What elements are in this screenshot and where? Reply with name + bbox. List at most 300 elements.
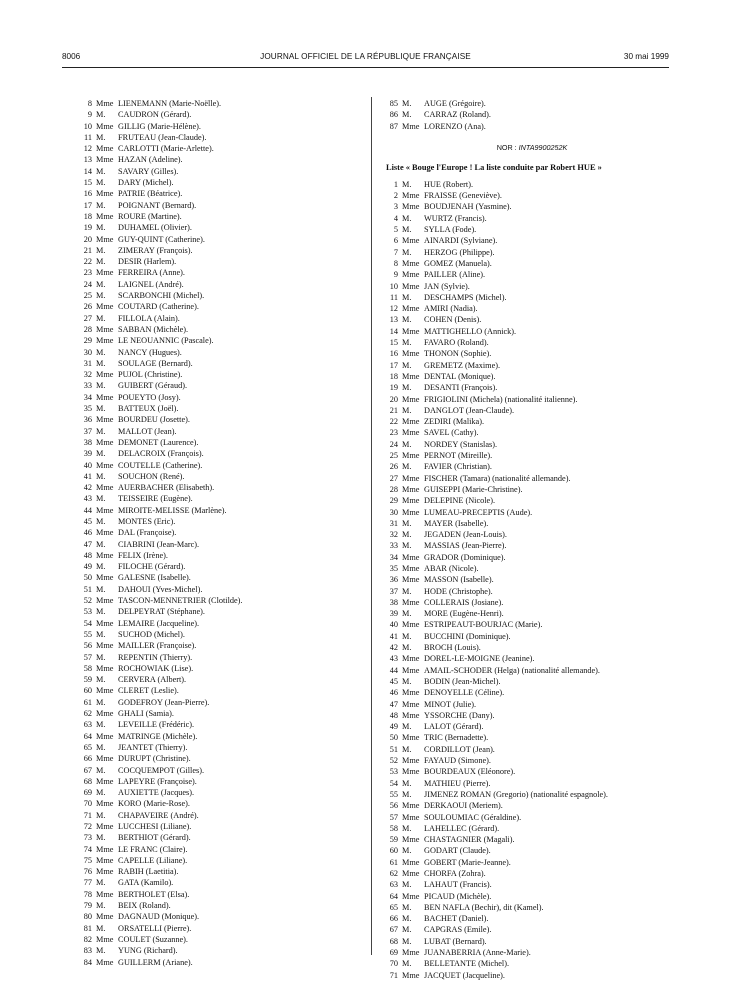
item-name: DURUPT (Christine). [118,754,191,764]
list-item [76,866,366,877]
item-number: 33 [83,381,92,391]
item-number: 38 [83,437,92,447]
item-number: 50 [389,733,398,743]
item-name: FAYAUD (Simone). [424,756,491,766]
list-item [76,380,366,391]
item-number: 18 [83,211,92,221]
list-item [76,516,366,527]
item-name: MALLOT (Jean). [118,426,177,436]
list-item [76,267,366,278]
item-title: Mme [96,855,114,865]
item-title: Mme [402,428,420,438]
item-title: M. [96,381,106,391]
list-item [76,606,366,617]
list-item [382,687,682,698]
list-item [76,652,366,663]
item-name: MATRINGE (Michèle). [118,731,198,741]
item-number: 44 [83,505,92,515]
list-item [76,335,366,346]
list-item [76,403,366,414]
list-item [382,394,682,405]
item-name: TRIC (Bernadette). [424,733,489,743]
list-item [382,891,682,902]
item-title: Mme [402,121,420,131]
item-name: JIMENEZ ROMAN (Gregorio) (nationalité espagnole). [424,789,608,799]
item-number: 9 [393,270,398,280]
item-number: 45 [83,516,92,526]
item-name: BOURDEU (Josette). [118,415,190,425]
item-title: M. [96,675,106,685]
item-number: 53 [389,767,398,777]
item-title: M. [402,99,412,108]
list-item [76,765,366,776]
item-title: M. [402,338,412,348]
list-item [382,495,682,506]
item-name: DESCHAMPS (Michel). [424,292,507,302]
item-number: 6 [393,236,398,246]
item-number: 12 [83,144,92,154]
item-name: GUISEPPI (Marie-Christine). [424,484,523,494]
item-number: 61 [389,857,398,867]
item-name: AUGE (Grégoire). [424,99,486,108]
list-item [76,448,366,459]
list-item [382,800,682,811]
item-number: 7 [393,247,398,257]
item-number: 82 [83,934,92,944]
item-name: RABIH (Laetitia). [118,867,179,877]
item-name: ABAR (Nicole). [424,563,479,573]
list-item [382,574,682,585]
item-name: ROCHOWIAK (Lise). [118,663,194,673]
list-item [382,586,682,597]
item-title: Mme [402,484,420,494]
list-item [76,279,366,290]
item-name: FRIGIOLINI (Michela) (nationalité italienne). [424,394,578,404]
item-number: 56 [83,641,92,651]
item-number: 34 [389,552,398,562]
item-name: LEVEILLE (Frédéric). [118,720,195,730]
candidate-list [382,179,682,981]
list-item [76,211,366,222]
item-name: HUE (Robert). [424,179,474,189]
item-title: Mme [402,835,420,845]
item-number: 27 [83,313,92,323]
item-name: GILLIG (Marie-Hélène). [118,121,201,131]
list-item [382,450,682,461]
list-item [76,742,366,753]
item-title: M. [402,722,412,732]
item-title: Mme [402,767,420,777]
item-title: M. [96,449,106,459]
item-number: 67 [83,765,92,775]
item-number: 1 [393,179,398,189]
list-item [382,947,682,958]
right-column [382,98,682,981]
item-name: COLLERAIS (Josiane). [424,597,504,607]
item-number: 54 [83,618,92,628]
list-item [76,109,366,120]
list-item [76,482,366,493]
item-number: 34 [83,392,92,402]
item-name: YSSORCHE (Dany). [424,710,495,720]
item-name: DEMONET (Laurence). [118,437,199,447]
list-item [76,697,366,708]
item-name: WURTZ (Francis). [424,213,487,223]
list-item [76,132,366,143]
list-item [382,812,682,823]
item-number: 71 [83,810,92,820]
left-column [76,98,366,968]
item-number: 17 [83,200,92,210]
item-title: M. [96,833,106,843]
list-item [382,518,682,529]
item-title: M. [96,291,106,301]
item-name: GUY-QUINT (Catherine). [118,234,205,244]
item-name: BACHET (Daniel). [424,914,489,924]
item-title: M. [402,676,412,686]
list-item [382,337,682,348]
item-name: DOREL-LE-MOIGNE (Jeanine). [424,654,535,664]
item-number: 57 [83,652,92,662]
list-item [382,744,682,755]
item-number: 62 [389,869,398,878]
item-name: CLERET (Leslie). [118,686,179,696]
item-name: LALOT (Gérard). [424,722,484,732]
list-item [76,923,366,934]
item-name: BEN NAFLA (Bechir), dit (Kamel). [424,902,544,912]
item-name: MINOT (Julie). [424,699,477,709]
item-name: CARRAZ (Roland). [424,110,491,120]
item-number: 65 [83,742,92,752]
list-item [382,540,682,551]
item-title: Mme [402,394,420,404]
item-name: DUHAMEL (Olivier). [118,223,192,233]
item-name: SOULAGE (Bernard). [118,358,193,368]
item-title: Mme [402,236,420,246]
item-number: 54 [389,778,398,788]
item-number: 66 [83,754,92,764]
list-item [76,369,366,380]
item-title: M. [402,292,412,302]
list-item [76,426,366,437]
item-title: M. [96,223,106,233]
item-title: M. [402,936,412,946]
item-number: 46 [83,528,92,538]
item-name: FAVARO (Roland). [424,338,489,348]
item-name: JAN (Sylvie). [424,281,470,291]
list-item [76,471,366,482]
item-number: 48 [83,550,92,560]
list-item [382,529,682,540]
item-name: DELEPINE (Nicole). [424,496,496,506]
item-name: MASSON (Isabelle). [424,575,494,585]
item-number: 52 [83,596,92,606]
item-number: 49 [389,722,398,732]
item-name: FILOCHE (Gérard). [118,562,186,572]
item-title: M. [96,404,106,414]
item-name: MASSIAS (Jean-Pierre). [424,541,507,551]
item-title: Mme [96,528,114,538]
item-title: M. [96,810,106,820]
list-item [76,719,366,730]
item-title: Mme [96,144,114,154]
item-name: CARLOTTI (Marie-Arlette). [118,144,214,154]
item-number: 18 [389,371,398,381]
item-number: 44 [389,665,398,675]
item-name: COUTELLE (Catherine). [118,460,203,470]
item-number: 76 [83,867,92,877]
item-name: LUMEAU-PRECEPTIS (Aude). [424,507,533,517]
list-item [382,563,682,574]
item-number: 61 [83,697,92,707]
item-title: M. [402,778,412,788]
list-item [76,832,366,843]
item-name: PAILLER (Aline). [424,270,486,280]
item-number: 26 [83,302,92,312]
item-name: SAVEL (Cathy). [424,428,479,438]
list-item [76,188,366,199]
item-title: Mme [96,573,114,583]
item-number: 29 [83,336,92,346]
issue-date: 30 mai 1999 [623,52,669,61]
item-name: SABBAN (Michèle). [118,324,189,334]
item-number: 39 [83,449,92,459]
item-number: 83 [83,946,92,956]
item-name: LAIGNEL (André). [118,279,184,289]
item-name: GALESNE (Isabelle). [118,573,191,583]
item-number: 41 [389,631,398,641]
list-item [76,154,366,165]
item-title: Mme [402,258,420,268]
item-number: 62 [83,709,92,719]
list-item [382,879,682,890]
item-name: FISCHER (Tamara) (nationalité allemande). [424,473,571,483]
item-number: 84 [83,957,92,967]
item-name: NORDEY (Stanislas). [424,439,498,449]
list-item [76,595,366,606]
list-item [76,256,366,267]
list-item [76,550,366,561]
item-number: 22 [389,417,398,427]
item-title: M. [96,584,106,594]
list-item [76,753,366,764]
item-title: Mme [96,211,114,221]
item-title: Mme [96,663,114,673]
item-title: Mme [96,799,114,809]
item-number: 86 [389,110,398,120]
list-item [382,913,682,924]
item-name: LAPEYRE (Françoise). [118,776,197,786]
item-name: LUCCHESI (Liliane). [118,822,192,831]
item-number: 73 [83,833,92,843]
item-title: Mme [402,688,420,698]
item-number: 2 [393,191,398,201]
item-title: M. [402,789,412,799]
item-title: Mme [96,754,114,764]
item-number: 69 [389,948,398,958]
item-title: Mme [402,970,420,980]
item-name: CHAPAVEIRE (André). [118,810,199,820]
item-name: MIROITE-MELISSE (Marlène). [118,505,227,515]
item-number: 59 [83,675,92,685]
item-title: M. [402,462,412,472]
item-title: Mme [402,270,420,280]
list-item [76,505,366,516]
list-item [76,290,366,301]
item-name: AINARDI (Sylviane). [424,236,498,246]
item-title: Mme [402,891,420,901]
item-number: 69 [83,788,92,798]
item-title: M. [96,358,106,368]
list-item [382,721,682,732]
item-title: M. [96,788,106,798]
list-item [382,755,682,766]
list-item [76,957,366,968]
item-number: 9 [87,110,92,120]
item-title: M. [96,426,106,436]
list-item [382,360,682,371]
item-title: Mme [402,869,420,878]
item-name: MAILLER (Françoise). [118,641,197,651]
item-title: M. [96,562,106,572]
item-number: 17 [389,360,398,370]
item-name: BELLETANTE (Michel). [424,959,510,969]
item-number: 41 [83,471,92,481]
item-title: Mme [402,349,420,359]
item-number: 13 [389,315,398,325]
item-name: POIGNANT (Bernard). [118,200,197,210]
item-name: HODE (Christophe). [424,586,493,596]
item-title: M. [402,914,412,924]
item-title: Mme [96,550,114,560]
list-item [382,348,682,359]
item-title: M. [402,315,412,325]
list-item [382,789,682,800]
item-name: GRADOR (Dominique). [424,552,506,562]
list-item [76,561,366,572]
item-title: Mme [96,731,114,741]
list-item [382,631,682,642]
list-item [76,844,366,855]
item-name: AMAIL-SCHODER (Helga) (nationalité allemande). [424,665,600,675]
item-number: 10 [83,121,92,131]
item-title: M. [402,179,412,189]
item-number: 50 [83,573,92,583]
item-number: 46 [389,688,398,698]
item-number: 45 [389,676,398,686]
item-number: 19 [83,223,92,233]
item-title: Mme [402,699,420,709]
list-title: Liste « Bouge l'Europe ! La liste conduite par Robert HUE » [386,162,602,172]
item-title: M. [402,744,412,754]
item-title: Mme [402,597,420,607]
right-top-list [382,98,682,132]
item-title: Mme [96,776,114,786]
item-number: 23 [83,268,92,278]
list-item [76,527,366,538]
item-title: M. [96,946,106,956]
item-title: Mme [96,460,114,470]
item-title: M. [402,225,412,235]
item-title: Mme [96,889,114,899]
item-number: 30 [83,347,92,357]
item-title: Mme [402,575,420,585]
list-item [382,224,682,235]
item-title: Mme [402,417,420,427]
item-title: Mme [402,371,420,381]
item-number: 32 [83,370,92,380]
item-number: 28 [389,484,398,494]
item-title: M. [96,110,106,120]
item-title: M. [96,132,106,142]
item-name: DANGLOT (Jean-Claude). [424,405,515,415]
item-name: GOBERT (Marie-Jeanne). [424,857,511,867]
list-item [76,708,366,719]
item-number: 79 [83,901,92,911]
item-name: BODIN (Jean-Michel). [424,676,501,686]
item-number: 47 [83,539,92,549]
item-title: Mme [402,801,420,811]
list-item [76,674,366,685]
item-number: 55 [83,629,92,639]
item-name: GUIBERT (Géraud). [118,381,188,391]
item-name: MORE (Eugène-Henri). [424,609,504,619]
item-name: AUXIETTE (Jacques). [118,788,195,798]
item-title: Mme [402,191,420,201]
item-name: GHALI (Samia). [118,709,174,719]
item-title: M. [402,541,412,551]
list-item [382,405,682,416]
list-item [382,281,682,292]
item-name: FELIX (Irène). [118,550,168,560]
item-name: AMIRI (Nadia). [424,304,478,314]
item-title: M. [402,213,412,223]
list-item [76,584,366,595]
item-name: GREMETZ (Maxime). [424,360,501,370]
list-item [382,371,682,382]
item-title: Mme [402,620,420,630]
item-number: 42 [83,483,92,493]
item-number: 77 [83,878,92,888]
list-item [76,685,366,696]
item-number: 70 [83,799,92,809]
item-title: M. [96,901,106,911]
list-item [76,347,366,358]
item-name: HERZOG (Philippe). [424,247,495,257]
item-number: 57 [389,812,398,822]
list-item [382,484,682,495]
item-number: 33 [389,541,398,551]
list-item [76,877,366,888]
item-name: DENTAL (Monique). [424,371,496,381]
item-name: CAPGRAS (Emile). [424,925,492,935]
item-name: BOURDEAUX (Eléonore). [424,767,516,777]
item-name: ZEDIRI (Malika). [424,417,485,427]
item-number: 80 [83,912,92,922]
item-number: 3 [393,202,398,212]
item-number: 75 [83,855,92,865]
item-title: Mme [402,812,420,822]
item-number: 64 [389,891,398,901]
list-item [382,461,682,472]
item-title: Mme [96,957,114,967]
item-number: 85 [389,99,398,108]
item-name: KORO (Marie-Rose). [118,799,190,809]
item-name: DAHOUI (Yves-Michel). [118,584,203,594]
list-item [382,732,682,743]
list-item [76,798,366,809]
item-title: Mme [402,857,420,867]
